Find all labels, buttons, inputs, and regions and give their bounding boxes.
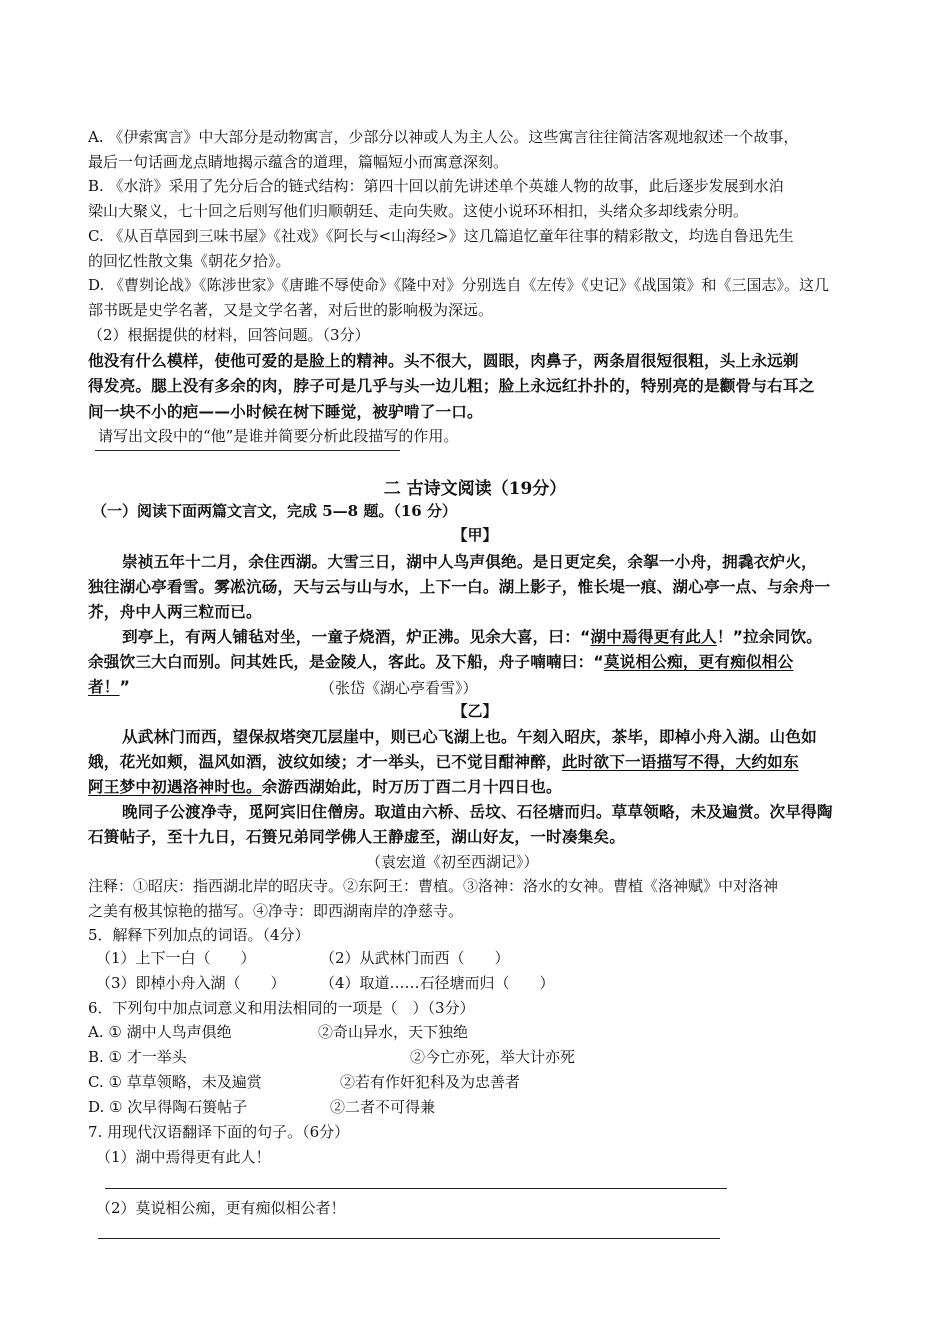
question-5-title: 5．解释下列加点的词语。（4分） <box>88 926 310 944</box>
q6-option-b-2: ②今亡亦死，举大计亦死 <box>410 1048 576 1066</box>
yi-line-3: 阿王梦中初遇洛神时也。余游西湖始此，时万历丁酉二月十四日也。 <box>88 778 562 796</box>
passage-line-2: 得发亮。腮上没有多余的肉，脖子可是几乎与头一边儿粗；脸上永远红扑扑的，特别亮的是颧骨与右耳之 <box>88 377 815 395</box>
option-b-line2: 梁山大聚义，七十回之后则写他们归顺朝廷、走向失败。这使小说环环相扣，头绪众多却线索分明。 <box>88 202 749 220</box>
passage-jia-label: 【甲】 <box>452 526 498 544</box>
jia-source: （张岱《湖心亭看雪》） <box>320 679 478 697</box>
q5-item-1: （1）上下一白（ ） <box>96 949 256 967</box>
yi-line-5: 石篑帖子，至十九日，石篑兄弟同学佛人王静虚至，湖山好友，一时凑集矣。 <box>88 828 625 846</box>
option-c-line1: C. 《从百草园到三味书屋》《社戏》《阿长与<山海经>》这几篇追忆童年往事的精彩散文，均选自鲁迅先生 <box>88 227 794 245</box>
yi-line-4: 晚同子公渡净寺，觅阿宾旧住僧房。取道由六桥、岳坟、石径塘而归。草草领略，未及遍赏。次早得陶 <box>122 803 833 821</box>
q6-option-d-2: ②二者不可得兼 <box>330 1098 436 1116</box>
jia-line-4: 到亭上，有两人铺毡对坐，一童子烧酒，炉正沸。见余大喜，曰：“湖中焉得更有此人！”拉余同饮。 <box>122 628 823 646</box>
question-6-title: 6．下列句中加点词意义和用法相同的一项是（ ）（3分） <box>88 999 475 1017</box>
passage-line-3: 间一块不小的疤——小时候在树下睡觉，被驴啃了一口。 <box>88 403 483 421</box>
answer-line <box>105 1188 727 1189</box>
question-4-2-prompt: （2）根据提供的材料，回答问题。（3分） <box>88 326 370 344</box>
yi-source: （袁宏道《初至西湖记》） <box>366 853 539 871</box>
answer-line <box>95 450 400 451</box>
passage-yi-label: 【乙】 <box>452 702 498 720</box>
q6-option-a-2: ②奇山异水，天下独绝 <box>318 1023 469 1041</box>
notes-line-2: 之美有极其惊艳的描写。④净寺：即西湖南岸的净慈寺。 <box>88 902 464 920</box>
q5-item-4: （4）取道……石径塘而归（ ） <box>320 974 555 992</box>
q6-option-c-1: C. ① 草草领略，未及遍赏 <box>88 1073 262 1091</box>
jia-line-1: 崇祯五年十二月，余住西湖。大雪三日，湖中人鸟声俱绝。是日更定矣，余挐一小舟，拥毳衣炉火， <box>122 553 817 571</box>
option-c-line2: 的回忆性散文集《朝花夕拾》。 <box>88 252 291 270</box>
option-b-line1: B. 《水浒》采用了先分后合的链式结构：第四十回以前先讲述单个英雄人物的故事，此后逐步发展到水泊 <box>88 177 784 195</box>
q5-item-3: （3）即棹小舟入湖（ ） <box>96 974 286 992</box>
q6-option-d-1: D. ① 次早得陶石篑帖子 <box>88 1098 248 1116</box>
jia-line-2: 独往湖心亭看雪。雾凇沆砀，天与云与山与水，上下一白。湖上影子，惟长堤一痕、湖心亭一点、与余舟一 <box>88 578 831 596</box>
option-a-line2: 最后一句话画龙点睛地揭示蕴含的道理，篇幅短小而寓意深刻。 <box>88 153 509 171</box>
q6-option-a-1: A. ① 湖中人鸟声俱绝 <box>88 1023 232 1041</box>
jia-line-5: 余强饮三大白而别。问其姓氏，是金陵人，客此。及下船，舟子喃喃曰：“莫说相公痴，更有痴似相公 <box>88 653 794 671</box>
option-d-line2: 部书既是史学名著，又是文学名著，对后世的影响极为深远。 <box>88 301 494 319</box>
q7-sentence-1: （1）湖中焉得更有此人！ <box>96 1148 271 1166</box>
q6-option-b-1: B. ① 才一举头 <box>88 1048 187 1066</box>
yi-line-1: 从武林门而西，望保叔塔突兀层崖中，则已心飞湖上也。午刻入昭庆，茶毕，即棹小舟入湖。山色如 <box>122 728 817 746</box>
answer-line <box>98 1238 720 1239</box>
q6-option-c-2: ②若有作奸犯科及为忠善者 <box>340 1073 521 1091</box>
yi-line-2: 娥，花光如颊，温风如酒，波纹如绫；才一举头，已不觉目酣神醉，此时欲下一语描写不得，大约如东 <box>88 753 799 771</box>
jia-line-6: 者！” <box>88 678 131 696</box>
option-d-line1: D. 《曹刿论战》《陈涉世家》《唐雎不辱使命》《隆中对》分别选自《左传》《史记》《战国策》和《三国志》。这几 <box>88 276 830 294</box>
passage-line-1: 他没有什么模样，使他可爱的是脸上的精神。头不很大，圆眼，肉鼻子，两条眉很短很粗，头上永远剃 <box>88 352 799 370</box>
q7-sentence-2: （2）莫说相公痴，更有痴似相公者！ <box>96 1199 346 1217</box>
q5-item-2: （2）从武林门而西（ ） <box>320 949 510 967</box>
option-a-line1: A. 《伊索寓言》中大部分是动物寓言，少部分以神或人为主人公。这些寓言往往简洁客观地叙述一个故事， <box>88 128 799 146</box>
notes-line-1: 注释：①昭庆：指西湖北岸的昭庆寺。②东阿王：曹植。③洛神：洛水的女神。曹植《洛神赋》中对洛神 <box>88 877 779 895</box>
question-7-title: 7. 用现代汉语翻译下面的句子。（6分） <box>88 1123 350 1141</box>
question-4-2-ask: 请写出文段中的“他”是谁并简要分析此段描写的作用。 <box>98 427 459 445</box>
section-subtitle: （一）阅读下面两篇文言文，完成 5—8 题。（16 分） <box>92 502 457 520</box>
section-title: 二 古诗文阅读（19分） <box>383 479 567 499</box>
jia-line-3: 芥，舟中人两三粒而已。 <box>88 603 262 621</box>
